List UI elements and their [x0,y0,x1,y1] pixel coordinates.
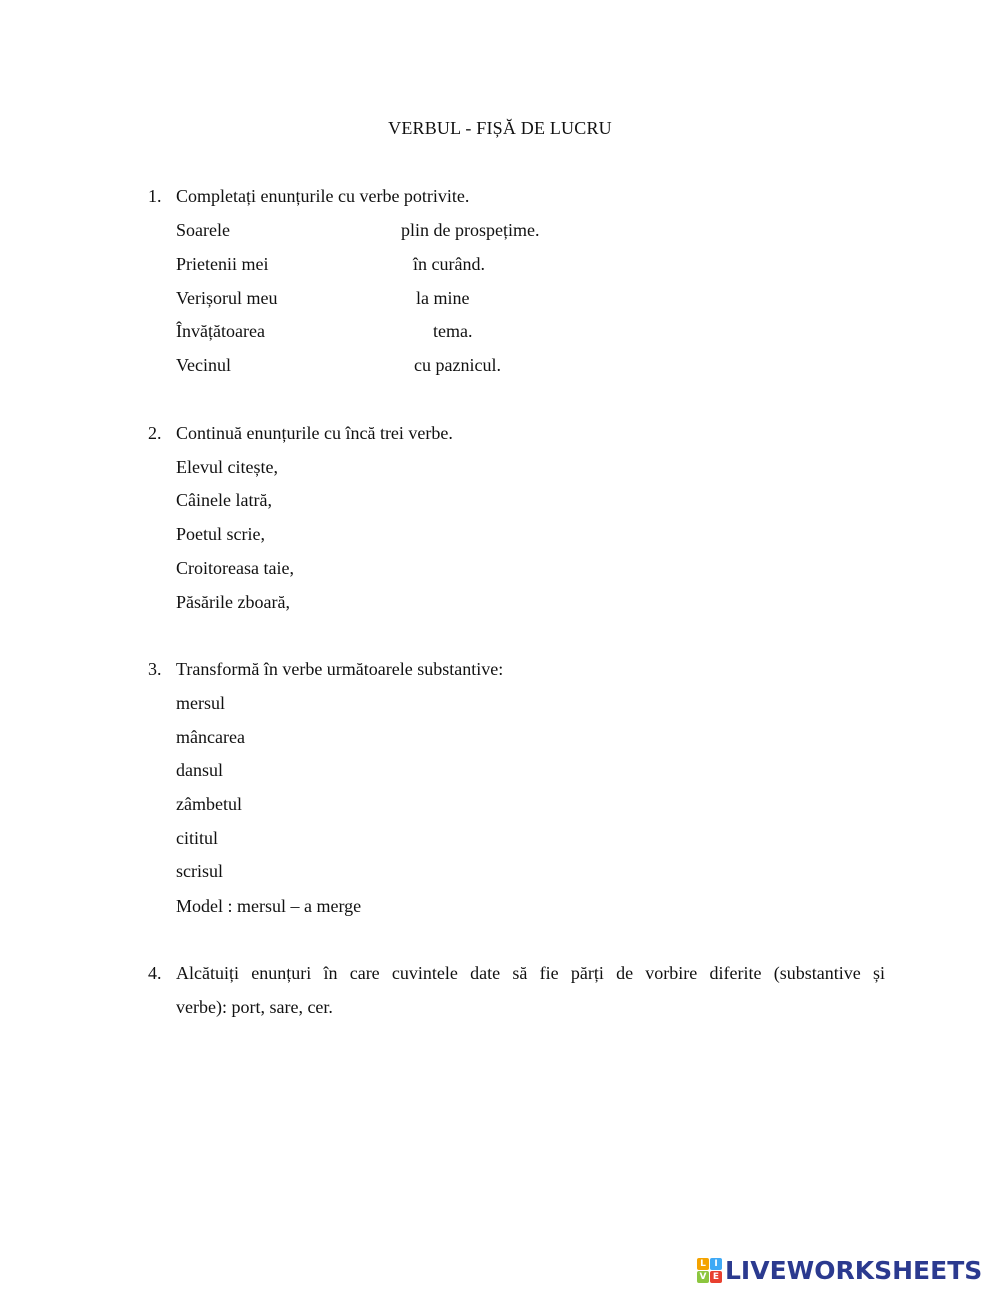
ex3-word: mersul [176,693,225,713]
page-title: VERBUL - FIȘĂ DE LUCRU [388,118,612,138]
ex2-line: Elevul citește, [176,457,278,477]
ex1-row-ending: în curând. [413,254,485,274]
ex2-number: 2. [148,423,162,443]
ex2-line: Poetul scrie, [176,524,265,544]
logo-letter: L [697,1258,709,1270]
logo-text: LIVEWORKSHEETS [725,1255,983,1285]
ex3-number: 3. [148,659,162,679]
ex3-word: zâmbetul [176,794,242,814]
ex3-word: scrisul [176,861,223,881]
ex1-instruction: Completați enunțurile cu verbe potrivite. [176,186,470,206]
logo-letter: E [710,1271,722,1283]
ex1-row-subject: Verișorul meu [176,288,278,308]
ex1-row-subject: Soarele [176,220,230,240]
ex1-row-subject: Învățătoarea [176,321,265,341]
ex2-line: Croitoreasa taie, [176,558,294,578]
ex4-number: 4. [148,963,162,983]
ex1-row-ending: plin de prospețime. [401,220,540,240]
ex2-line: Câinele latră, [176,490,272,510]
ex1-row-ending: cu paznicul. [414,355,501,375]
ex2-line: Păsările zboară, [176,592,290,612]
ex1-row-subject: Prietenii mei [176,254,269,274]
ex3-word: mâncarea [176,727,245,747]
ex1-row-ending: tema. [433,321,473,341]
ex2-instruction: Continuă enunțurile cu încă trei verbe. [176,423,453,443]
ex4-instruction-line1: Alcătuiți enunțuri în care cuvintele date să fie părți de vorbire diferite (substantive și [176,963,885,983]
ex3-word: dansul [176,760,223,780]
logo-icon [697,1258,722,1283]
liveworksheets-logo [697,1255,982,1285]
logo-letter: I [710,1258,722,1270]
logo-letter: V [697,1271,709,1283]
ex1-number: 1. [148,186,162,206]
ex1-row-ending: la mine [416,288,470,308]
ex3-word: cititul [176,828,218,848]
ex4-instruction-line2: verbe): port, sare, cer. [176,997,333,1017]
ex3-instruction: Transformă în verbe următoarele substantive: [176,659,504,679]
ex3-model: Model : mersul – a merge [176,896,362,916]
ex1-row-subject: Vecinul [176,355,231,375]
